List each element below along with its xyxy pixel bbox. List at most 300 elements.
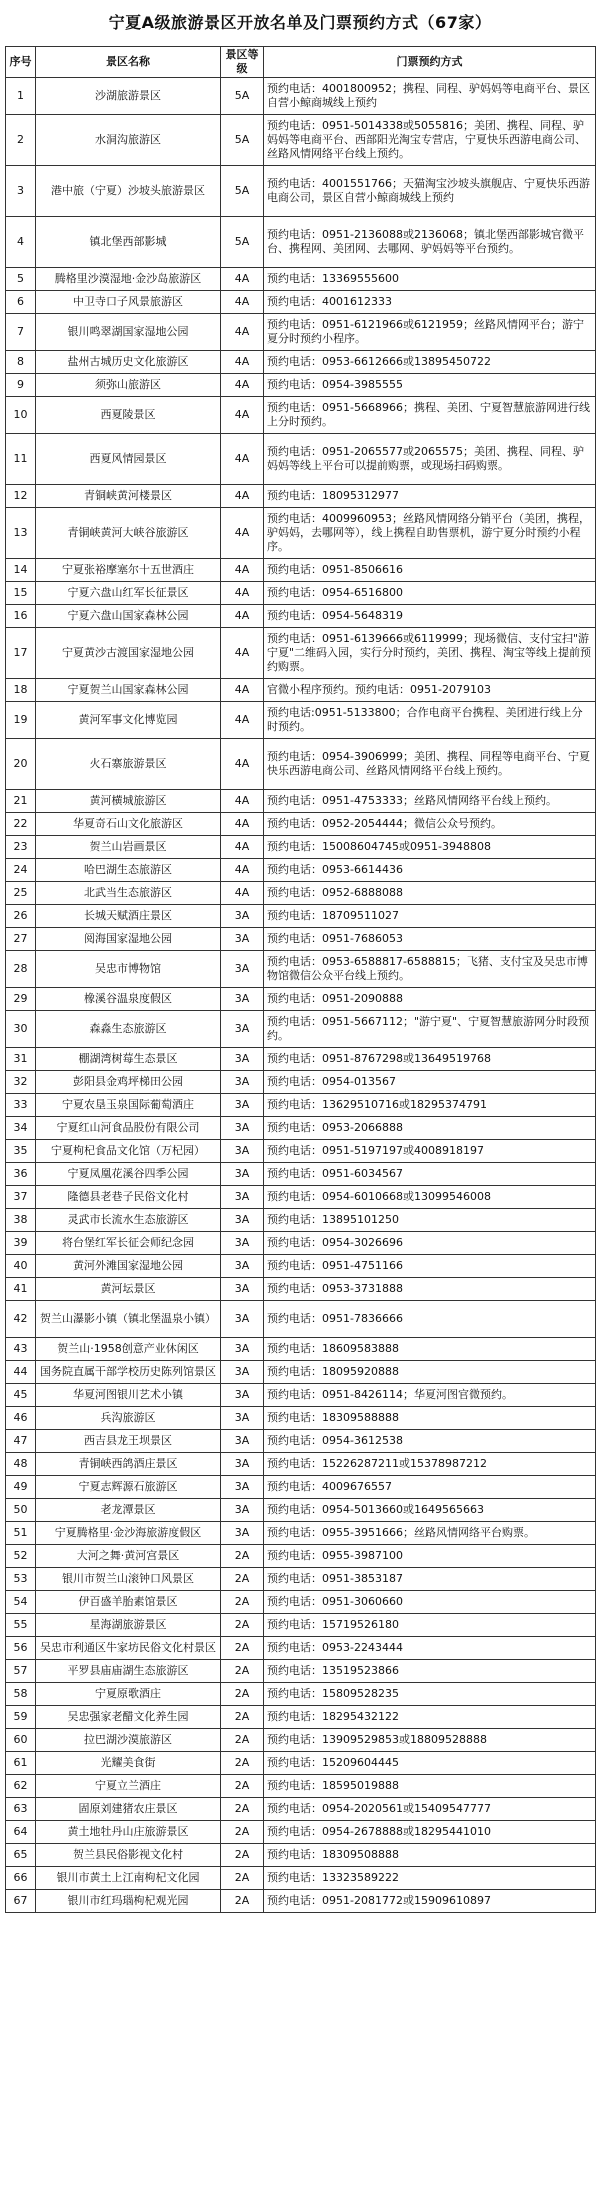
- cell-level: 4A: [221, 628, 264, 679]
- cell-no: 10: [6, 397, 36, 434]
- cell-name: 黄河外滩国家湿地公园: [36, 1255, 221, 1278]
- cell-no: 7: [6, 314, 36, 351]
- table-row: [6, 1453, 596, 1476]
- table-row: [6, 1384, 596, 1407]
- header-name: 景区名称: [36, 47, 221, 78]
- cell-no: 37: [6, 1186, 36, 1209]
- cell-no: 55: [6, 1614, 36, 1637]
- table-row: [6, 1890, 596, 1913]
- table-row: [6, 291, 596, 314]
- cell-name: 拉巴湖沙漠旅游区: [36, 1729, 221, 1752]
- cell-level: 4A: [221, 882, 264, 905]
- cell-booking: 预约电话：0955-3987100: [264, 1545, 596, 1568]
- cell-no: 17: [6, 628, 36, 679]
- cell-level: 3A: [221, 1048, 264, 1071]
- cell-level: 2A: [221, 1844, 264, 1867]
- cell-no: 27: [6, 928, 36, 951]
- table-row: [6, 485, 596, 508]
- cell-booking: 预约电话：0951-8426114；华夏河图官微预约。: [264, 1384, 596, 1407]
- table-row: [6, 1729, 596, 1752]
- cell-name: 宁夏立兰酒庄: [36, 1775, 221, 1798]
- cell-name: 黄河坛景区: [36, 1278, 221, 1301]
- cell-name: 北武当生态旅游区: [36, 882, 221, 905]
- table-row: [6, 1706, 596, 1729]
- cell-name: 盐州古城历史文化旅游区: [36, 351, 221, 374]
- cell-no: 45: [6, 1384, 36, 1407]
- cell-level: 4A: [221, 836, 264, 859]
- cell-booking: 预约电话：0953-2243444: [264, 1637, 596, 1660]
- cell-name: 伊百盛羊胎素馆景区: [36, 1591, 221, 1614]
- cell-booking: 预约电话：13629510716或18295374791: [264, 1094, 596, 1117]
- cell-name: 固原刘建猪农庄景区: [36, 1798, 221, 1821]
- cell-name: 黄河横城旅游区: [36, 790, 221, 813]
- cell-name: 黄土地牡丹山庄旅游景区: [36, 1821, 221, 1844]
- cell-no: 58: [6, 1683, 36, 1706]
- cell-no: 51: [6, 1522, 36, 1545]
- cell-booking: 预约电话：0954-3906999；美团、携程、同程等电商平台、宁夏快乐西游电商公司、丝路风情网络平台线上预约。: [264, 739, 596, 790]
- cell-level: 2A: [221, 1775, 264, 1798]
- table-row: [6, 1568, 596, 1591]
- cell-name: 港中旅（宁夏）沙坡头旅游景区: [36, 166, 221, 217]
- cell-level: 4A: [221, 582, 264, 605]
- table-row: [6, 1476, 596, 1499]
- cell-booking: 预约电话：0954-5648319: [264, 605, 596, 628]
- table-row: [6, 78, 596, 115]
- cell-level: 2A: [221, 1798, 264, 1821]
- cell-booking: 预约电话：18095920888: [264, 1361, 596, 1384]
- cell-booking: 预约电话：15008604745或0951-3948808: [264, 836, 596, 859]
- cell-level: 2A: [221, 1867, 264, 1890]
- cell-name: 贺兰山岩画景区: [36, 836, 221, 859]
- cell-booking: 预约电话：0953-6588817-6588815；飞猪、支付宝及吴忠市博物馆微信公众平台线上预约。: [264, 951, 596, 988]
- cell-booking: 预约电话：18309508888: [264, 1844, 596, 1867]
- table-row: [6, 1117, 596, 1140]
- cell-booking: 预约电话：13369555600: [264, 268, 596, 291]
- table-row: [6, 1071, 596, 1094]
- cell-no: 23: [6, 836, 36, 859]
- cell-booking: 预约电话：4009676557: [264, 1476, 596, 1499]
- cell-level: 2A: [221, 1821, 264, 1844]
- cell-booking: 预约电话：4001612333: [264, 291, 596, 314]
- cell-name: 青铜峡黄河楼景区: [36, 485, 221, 508]
- cell-name: 青铜峡黄河大峡谷旅游区: [36, 508, 221, 559]
- cell-no: 36: [6, 1163, 36, 1186]
- cell-no: 59: [6, 1706, 36, 1729]
- cell-level: 3A: [221, 1255, 264, 1278]
- cell-no: 67: [6, 1890, 36, 1913]
- cell-no: 19: [6, 702, 36, 739]
- cell-name: 须弥山旅游区: [36, 374, 221, 397]
- table-row: [6, 1048, 596, 1071]
- cell-level: 4A: [221, 605, 264, 628]
- table-row: [6, 1591, 596, 1614]
- cell-level: 3A: [221, 1301, 264, 1338]
- cell-booking: 预约电话：15226287211或15378987212: [264, 1453, 596, 1476]
- cell-booking: 预约电话：0951-2065577或2065575；美团、携程、同程、驴妈妈等线上平台可以提前购票，或现场扫码购票。: [264, 434, 596, 485]
- scenic-spot-table: [5, 46, 596, 1913]
- cell-booking: 预约电话：0951-7686053: [264, 928, 596, 951]
- cell-booking: 预约电话：18709511027: [264, 905, 596, 928]
- table-row: [6, 1522, 596, 1545]
- cell-booking: 预约电话：13323589222: [264, 1867, 596, 1890]
- cell-name: 宁夏腾格里·金沙海旅游度假区: [36, 1522, 221, 1545]
- cell-level: 3A: [221, 988, 264, 1011]
- cell-name: 哈巴湖生态旅游区: [36, 859, 221, 882]
- cell-no: 8: [6, 351, 36, 374]
- cell-booking: 预约电话：0954-3612538: [264, 1430, 596, 1453]
- table-row: [6, 836, 596, 859]
- table-row: [6, 1186, 596, 1209]
- table-row: [6, 1407, 596, 1430]
- cell-no: 44: [6, 1361, 36, 1384]
- cell-level: 2A: [221, 1637, 264, 1660]
- cell-no: 63: [6, 1798, 36, 1821]
- cell-name: 隆德县老巷子民俗文化村: [36, 1186, 221, 1209]
- cell-name: 宁夏张裕摩塞尔十五世酒庄: [36, 559, 221, 582]
- cell-level: 2A: [221, 1660, 264, 1683]
- cell-level: 3A: [221, 1094, 264, 1117]
- cell-level: 3A: [221, 928, 264, 951]
- table-row: [6, 1255, 596, 1278]
- cell-level: 3A: [221, 1232, 264, 1255]
- cell-level: 2A: [221, 1614, 264, 1637]
- cell-name: 宁夏凤凰花溪谷四季公园: [36, 1163, 221, 1186]
- table-row: [6, 1094, 596, 1117]
- cell-level: 4A: [221, 702, 264, 739]
- cell-no: 35: [6, 1140, 36, 1163]
- cell-name: 光耀美食街: [36, 1752, 221, 1775]
- cell-no: 53: [6, 1568, 36, 1591]
- cell-level: 4A: [221, 739, 264, 790]
- cell-booking: 预约电话：18095312977: [264, 485, 596, 508]
- table-row: [6, 679, 596, 702]
- cell-level: 3A: [221, 1384, 264, 1407]
- table-row: [6, 166, 596, 217]
- cell-level: 4A: [221, 351, 264, 374]
- cell-booking: 预约电话：0952-6888088: [264, 882, 596, 905]
- cell-booking: 预约电话：0951-8767298或13649519768: [264, 1048, 596, 1071]
- cell-name: 火石寨旅游景区: [36, 739, 221, 790]
- table-row: [6, 859, 596, 882]
- table-row: [6, 1163, 596, 1186]
- cell-level: 3A: [221, 1071, 264, 1094]
- cell-name: 阅海国家湿地公园: [36, 928, 221, 951]
- cell-name: 平罗县庙庙湖生态旅游区: [36, 1660, 221, 1683]
- cell-booking: 预约电话：0954-013567: [264, 1071, 596, 1094]
- cell-no: 38: [6, 1209, 36, 1232]
- cell-name: 银川市黄土上江南枸杞文化园: [36, 1867, 221, 1890]
- table-row: [6, 739, 596, 790]
- cell-name: 银川市贺兰山滚钟口风景区: [36, 1568, 221, 1591]
- table-row: [6, 628, 596, 679]
- table-row: [6, 314, 596, 351]
- table-row: [6, 1338, 596, 1361]
- cell-booking: 预约电话：0954-6516800: [264, 582, 596, 605]
- cell-no: 21: [6, 790, 36, 813]
- cell-no: 56: [6, 1637, 36, 1660]
- cell-level: 3A: [221, 1361, 264, 1384]
- cell-no: 2: [6, 115, 36, 166]
- cell-level: 2A: [221, 1729, 264, 1752]
- cell-name: 灵武市长流水生态旅游区: [36, 1209, 221, 1232]
- cell-no: 61: [6, 1752, 36, 1775]
- table-row: [6, 1301, 596, 1338]
- cell-name: 兵沟旅游区: [36, 1407, 221, 1430]
- table-row: [6, 605, 596, 628]
- cell-name: 银川市红玛瑙枸杞观光园: [36, 1890, 221, 1913]
- cell-no: 41: [6, 1278, 36, 1301]
- table-row: [6, 928, 596, 951]
- cell-name: 镇北堡西部影城: [36, 217, 221, 268]
- cell-no: 16: [6, 605, 36, 628]
- cell-no: 4: [6, 217, 36, 268]
- cell-no: 50: [6, 1499, 36, 1522]
- table-row: [6, 1752, 596, 1775]
- cell-level: 4A: [221, 485, 264, 508]
- table-row: [6, 1660, 596, 1683]
- table-row: [6, 217, 596, 268]
- cell-name: 吴忠强家老醋文化养生园: [36, 1706, 221, 1729]
- table-row: [6, 1140, 596, 1163]
- cell-no: 57: [6, 1660, 36, 1683]
- cell-booking: 预约电话：0951-4753333；丝路风情网络平台线上预约。: [264, 790, 596, 813]
- table-row: [6, 1209, 596, 1232]
- cell-booking: 预约电话：0951-5014338或5055816；美团、携程、同程、驴妈妈等电商平台、西部阳光淘宝专营店，宁夏快乐西游电商公司、丝路风情网络平台线上预约。: [264, 115, 596, 166]
- cell-booking: 预约电话：0951-6139666或6119999；现场微信、支付宝扫"游宁夏"二维码入园，实行分时预约，美团、携程、淘宝等线上提前预约购票。: [264, 628, 596, 679]
- cell-name: 华夏奇石山文化旅游区: [36, 813, 221, 836]
- cell-name: 青铜峡西鸽酒庄景区: [36, 1453, 221, 1476]
- table-row: [6, 1614, 596, 1637]
- cell-name: 长城天赋酒庄景区: [36, 905, 221, 928]
- cell-level: 5A: [221, 217, 264, 268]
- cell-name: 中卫寺口子风景旅游区: [36, 291, 221, 314]
- cell-name: 宁夏农垦玉泉国际葡萄酒庄: [36, 1094, 221, 1117]
- cell-no: 13: [6, 508, 36, 559]
- cell-booking: 预约电话：0951-6121966或6121959；丝路风情网平台；游宁夏分时预约小程序。: [264, 314, 596, 351]
- cell-no: 62: [6, 1775, 36, 1798]
- cell-level: 4A: [221, 559, 264, 582]
- cell-booking: 预约电话：4001800952；携程、同程、驴妈妈等电商平台、景区自营小鲸商城线上预约: [264, 78, 596, 115]
- cell-name: 宁夏黄沙古渡国家湿地公园: [36, 628, 221, 679]
- table-row: [6, 882, 596, 905]
- cell-name: 老龙潭景区: [36, 1499, 221, 1522]
- cell-name: 吴忠市博物馆: [36, 951, 221, 988]
- cell-booking: 预约电话：4001551766；天猫淘宝沙坡头旗舰店、宁夏快乐西游电商公司，景区自营小鲸商城线上预约: [264, 166, 596, 217]
- cell-no: 32: [6, 1071, 36, 1094]
- cell-level: 4A: [221, 291, 264, 314]
- cell-no: 20: [6, 739, 36, 790]
- cell-booking: 预约电话：18595019888: [264, 1775, 596, 1798]
- table-row: [6, 559, 596, 582]
- table-row: [6, 1683, 596, 1706]
- table-row: [6, 1844, 596, 1867]
- table-body: [6, 78, 596, 1913]
- cell-booking: 官微小程序预约。预约电话：0951-2079103: [264, 679, 596, 702]
- cell-booking: 预约电话：13895101250: [264, 1209, 596, 1232]
- cell-no: 60: [6, 1729, 36, 1752]
- document-title: 宁夏A级旅游景区开放名单及门票预约方式（67家）: [108, 13, 492, 32]
- table-row: [6, 268, 596, 291]
- cell-no: 54: [6, 1591, 36, 1614]
- cell-no: 43: [6, 1338, 36, 1361]
- cell-no: 24: [6, 859, 36, 882]
- cell-name: 宁夏六盘山红军长征景区: [36, 582, 221, 605]
- table-row: [6, 1232, 596, 1255]
- cell-no: 11: [6, 434, 36, 485]
- cell-booking: 预约电话：0951-3853187: [264, 1568, 596, 1591]
- cell-booking: 预约电话：4009960953；丝路风情网络分销平台（美团，携程，驴妈妈，去哪网等），线上携程自助售票机，游宁夏分时预约小程序。: [264, 508, 596, 559]
- cell-name: 宁夏六盘山国家森林公园: [36, 605, 221, 628]
- cell-no: 29: [6, 988, 36, 1011]
- table-header-row: [6, 47, 596, 78]
- table-row: [6, 1430, 596, 1453]
- cell-booking: 预约电话：15209604445: [264, 1752, 596, 1775]
- cell-level: 3A: [221, 951, 264, 988]
- cell-level: 3A: [221, 1522, 264, 1545]
- cell-level: 2A: [221, 1545, 264, 1568]
- table-row: [6, 905, 596, 928]
- cell-no: 18: [6, 679, 36, 702]
- cell-level: 4A: [221, 508, 264, 559]
- cell-booking: 预约电话：0955-3951666；丝路风情网络平台购票。: [264, 1522, 596, 1545]
- cell-no: 47: [6, 1430, 36, 1453]
- cell-name: 银川鸣翠湖国家湿地公园: [36, 314, 221, 351]
- table-row: [6, 374, 596, 397]
- cell-no: 28: [6, 951, 36, 988]
- cell-level: 3A: [221, 1407, 264, 1430]
- cell-no: 15: [6, 582, 36, 605]
- cell-booking: 预约电话：0953-6614436: [264, 859, 596, 882]
- cell-booking: 预约电话：0954-5013660或1649565663: [264, 1499, 596, 1522]
- cell-name: 将台堡红军长征会师纪念园: [36, 1232, 221, 1255]
- cell-booking: 预约电话：0951-2090888: [264, 988, 596, 1011]
- table-row: [6, 397, 596, 434]
- header-level: 景区等级: [221, 47, 264, 78]
- cell-no: 14: [6, 559, 36, 582]
- header-no: 序号: [6, 47, 36, 78]
- cell-no: 22: [6, 813, 36, 836]
- cell-no: 46: [6, 1407, 36, 1430]
- cell-no: 25: [6, 882, 36, 905]
- cell-booking: 预约电话：18309588888: [264, 1407, 596, 1430]
- cell-name: 森淼生态旅游区: [36, 1011, 221, 1048]
- cell-name: 沙湖旅游景区: [36, 78, 221, 115]
- cell-name: 宁夏红山河食品股份有限公司: [36, 1117, 221, 1140]
- table-row: [6, 1867, 596, 1890]
- cell-no: 49: [6, 1476, 36, 1499]
- cell-name: 星海湖旅游景区: [36, 1614, 221, 1637]
- cell-level: 4A: [221, 790, 264, 813]
- cell-level: 3A: [221, 1476, 264, 1499]
- cell-booking: 预约电话：0951-2081772或15909610897: [264, 1890, 596, 1913]
- cell-level: 3A: [221, 1338, 264, 1361]
- table-row: [6, 1278, 596, 1301]
- cell-no: 12: [6, 485, 36, 508]
- cell-name: 西吉县龙王坝景区: [36, 1430, 221, 1453]
- cell-level: 4A: [221, 314, 264, 351]
- cell-level: 2A: [221, 1890, 264, 1913]
- cell-name: 贺兰山·1958创意产业休闲区: [36, 1338, 221, 1361]
- cell-no: 42: [6, 1301, 36, 1338]
- cell-booking: 预约电话：18609583888: [264, 1338, 596, 1361]
- header-booking: 门票预约方式: [264, 47, 596, 78]
- cell-no: 64: [6, 1821, 36, 1844]
- cell-level: 5A: [221, 115, 264, 166]
- cell-name: 腾格里沙漠湿地·金沙岛旅游区: [36, 268, 221, 291]
- table-row: [6, 1499, 596, 1522]
- cell-level: 4A: [221, 859, 264, 882]
- cell-booking: 预约电话：15719526180: [264, 1614, 596, 1637]
- cell-level: 4A: [221, 268, 264, 291]
- cell-level: 3A: [221, 1011, 264, 1048]
- table-row: [6, 1775, 596, 1798]
- cell-level: 3A: [221, 1140, 264, 1163]
- cell-booking: 预约电话：0951-5197197或4008918197: [264, 1140, 596, 1163]
- cell-no: 34: [6, 1117, 36, 1140]
- cell-level: 5A: [221, 166, 264, 217]
- table-row: [6, 1821, 596, 1844]
- cell-level: 4A: [221, 813, 264, 836]
- cell-name: 橡溪谷温泉度假区: [36, 988, 221, 1011]
- cell-name: 贺兰县民俗影视文化村: [36, 1844, 221, 1867]
- cell-level: 3A: [221, 1278, 264, 1301]
- cell-level: 3A: [221, 1453, 264, 1476]
- cell-name: 吴忠市利通区牛家坊民俗文化村景区: [36, 1637, 221, 1660]
- table-row: [6, 1637, 596, 1660]
- cell-no: 9: [6, 374, 36, 397]
- cell-booking: 预约电话：0954-2678888或18295441010: [264, 1821, 596, 1844]
- cell-name: 黄河军事文化博览园: [36, 702, 221, 739]
- cell-no: 30: [6, 1011, 36, 1048]
- cell-name: 西夏陵景区: [36, 397, 221, 434]
- cell-no: 33: [6, 1094, 36, 1117]
- cell-level: 3A: [221, 1117, 264, 1140]
- cell-booking: 预约电话：0954-3985555: [264, 374, 596, 397]
- cell-level: 3A: [221, 905, 264, 928]
- cell-no: 3: [6, 166, 36, 217]
- cell-name: 宁夏枸杞食品文化馆（万杞园）: [36, 1140, 221, 1163]
- cell-booking: 预约电话：0953-3731888: [264, 1278, 596, 1301]
- cell-booking: 预约电话：0951-8506616: [264, 559, 596, 582]
- cell-level: 2A: [221, 1752, 264, 1775]
- cell-booking: 预约电话：0951-6034567: [264, 1163, 596, 1186]
- cell-name: 贺兰山瀑影小镇（镇北堡温泉小镇）: [36, 1301, 221, 1338]
- cell-booking: 预约电话：0951-4751166: [264, 1255, 596, 1278]
- cell-booking: 预约电话：0953-2066888: [264, 1117, 596, 1140]
- cell-booking: 预约电话：13909529853或18809528888: [264, 1729, 596, 1752]
- cell-level: 2A: [221, 1706, 264, 1729]
- cell-booking: 预约电话：0951-5667112；"游宁夏"、宁夏智慧旅游网分时段预约。: [264, 1011, 596, 1048]
- cell-name: 棚湖湾树莓生态景区: [36, 1048, 221, 1071]
- cell-name: 华夏河图银川艺术小镇: [36, 1384, 221, 1407]
- cell-level: 2A: [221, 1568, 264, 1591]
- cell-no: 40: [6, 1255, 36, 1278]
- cell-name: 宁夏原歌酒庄: [36, 1683, 221, 1706]
- table-row: [6, 988, 596, 1011]
- table-row: [6, 582, 596, 605]
- cell-no: 5: [6, 268, 36, 291]
- table-row: [6, 1545, 596, 1568]
- cell-no: 48: [6, 1453, 36, 1476]
- table-row: [6, 813, 596, 836]
- table-row: [6, 508, 596, 559]
- cell-no: 52: [6, 1545, 36, 1568]
- table-row: [6, 351, 596, 374]
- cell-no: 31: [6, 1048, 36, 1071]
- cell-level: 3A: [221, 1499, 264, 1522]
- cell-level: 3A: [221, 1430, 264, 1453]
- table-row: [6, 702, 596, 739]
